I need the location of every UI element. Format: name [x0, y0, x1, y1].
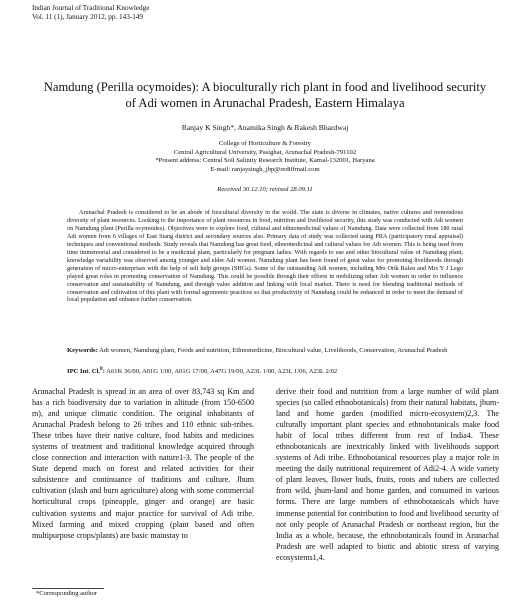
affiliation-email: E-mail: ranjaysingh_jbp@rediffmail.com [210, 165, 320, 173]
ipc-classification: IPC Int. Cl.$^8$: A61K 36/00, A01G 1/00, A01G 17/00, A47G 19/00, A23L 1/00, A23L 1/06, A23L 2/02 [67, 366, 338, 376]
authors: Ranjay K Singh*, Anamika Singh & Rakesh Bhardwaj [181, 123, 349, 132]
affiliation-line: *Present address: Central Soil Salinity Research Institute, Karnal-132001, Haryana [155, 157, 375, 165]
article-title: Namdung (Perilla ocymoides): A bioculturally rich plant in food and livelihood security of Adi women in Arunachal Pradesh, Eastern Himalaya [43, 80, 487, 110]
body-column-right: derive their food and nutrition from a large number of wild plant species (so called ethnobotanicals) from their natural habitats, jhum-land and home garden (modified micro-ecosystem)2,3. The culturally important plant species and ethnobotanicals make food habit of local tribes different from rest of India4. These ethnobotanicals are inextricably linked with livelihoods support systems of Adi tribe. Ethnobotanical resources play a major role in meeting the daily nutritional requirement of Adi2-4. A wide variety of plant leaves, flower buds, fruits, roots and tubers are collected from wild, jhum-land and home garden, and consumed in various forms. There are large numbers of ethnobotanicals which have immense potential for contribution to food and livelihood security of not only people of Arunachal Pradesh or northeast region, but the India as a whole, because, the ethnobotanicals found in Arunachal Pradesh are well adapted to biotic and abiotic stress of varying ecosystems1,4. [276, 387, 499, 562]
ipc-codes: A61K 36/00, A01G 1/00, A01G 17/00, A47G 19/00, A23L 1/00, A23L 1/06, A23L 2/02 [106, 368, 338, 376]
footnote: *Corresponding author [36, 590, 97, 597]
affiliation [0, 140, 530, 174]
affiliation-line: Central Agricultural University, Pasighat, Arunachal Pradesh-791102 [173, 148, 357, 156]
keywords-label: Keywords: [67, 347, 98, 354]
body-column-left: Arunachal Pradesh is spread in an area of over 83,743 sq Km and has a rich biodiversity due to variation in altitude (from 150-6500 m), and unique climatic condition. The original inhabitants of Arunachal Pradesh belong to 26 tribes and 110 ethnic sub-tribes. These tribes have their native culture, food habits and medicines systems of treatment and traditional knowledge acquired through close connection and interaction with nature1-3. The people of the State depend much on forest and related activities for their subsistence and continuance of traditions and culture. Jhum cultivation (slash and burn agriculture) along with some commercial horticultural crops (pineapple, ginger and orange) are basic cultivation systems and major practice for survival of Adi tribe. Mixed farming and mixed cropping (plant based and often multipurpose crops/plants) are basic mainstay to [32, 387, 254, 540]
ipc-superscript: 8 [99, 366, 103, 372]
journal-header [32, 4, 149, 22]
journal-name: Indian Journal of Traditional Knowledge [32, 4, 150, 12]
ipc-label: IPC Int. Cl. [67, 368, 100, 376]
footnote-divider [32, 588, 104, 589]
abstract: Arunachal Pradesh is considered to be an abode of biocultural diversity in the world. The state is diverse in climates, native cultures and tremendous diversity of plant resources. Looking to the importance of plant resources in food, nutrition and livelihood security, this study was conducted with Adi women on Namdung plant (Perilla ocymoides). Objectives were to explore food, cultural and ethnomedicinal values of Namdung. Data were collected from 180 rural Adi women from 6 villages of East Siang district and secondary sources also. Primary data of study was collected using PRA (participatory rural appraisal) techniques and conventional methods. Study reveals that Namdung has great food, ethnomedicinal and cultural values for Adi women. This is being used from time immemorial and considered to be a medicinal plant, particularly for pregnant ladies. With regards to use and other biocultural value of Namdung plant, knowledge variability was observed among younger and elder Adi women. Namdung plant has been found of great value for promoting livelihoods through generation of micro-enterprises with the help of self help groups (SHGs). Some of the outstanding Adi women, including Mrs Orik Ralen and Mrs Y J Lego played great roles in promoting conservation of Namdung. This could be possible through their efforts in mobilizing other Adi women in order to influence conservation and sustainability of Namdung, and through value addition and linking with local market. There is need for blending traditional methods of conservation and cultivation of this plant with formal agronomic practices so that productivity of Namdung could be enhanced in order to meet the demand of local population and enhance further conservation. [67, 209, 463, 304]
journal-volume: Vol. 11 (1), January 2012, pp. 143-149 [32, 13, 143, 21]
affiliation-line: College of Horticulture & Forestry [219, 140, 311, 147]
keywords-text: Adi women, Namdung plant, Foods and nutrition, Ethnomedicine, Biocultural value, Livelihoods, Conservation, Arunachal Pradesh [99, 347, 448, 354]
received-dates: Received 30.12.10; revised 28.09.11 [217, 186, 313, 193]
keywords [67, 346, 463, 355]
